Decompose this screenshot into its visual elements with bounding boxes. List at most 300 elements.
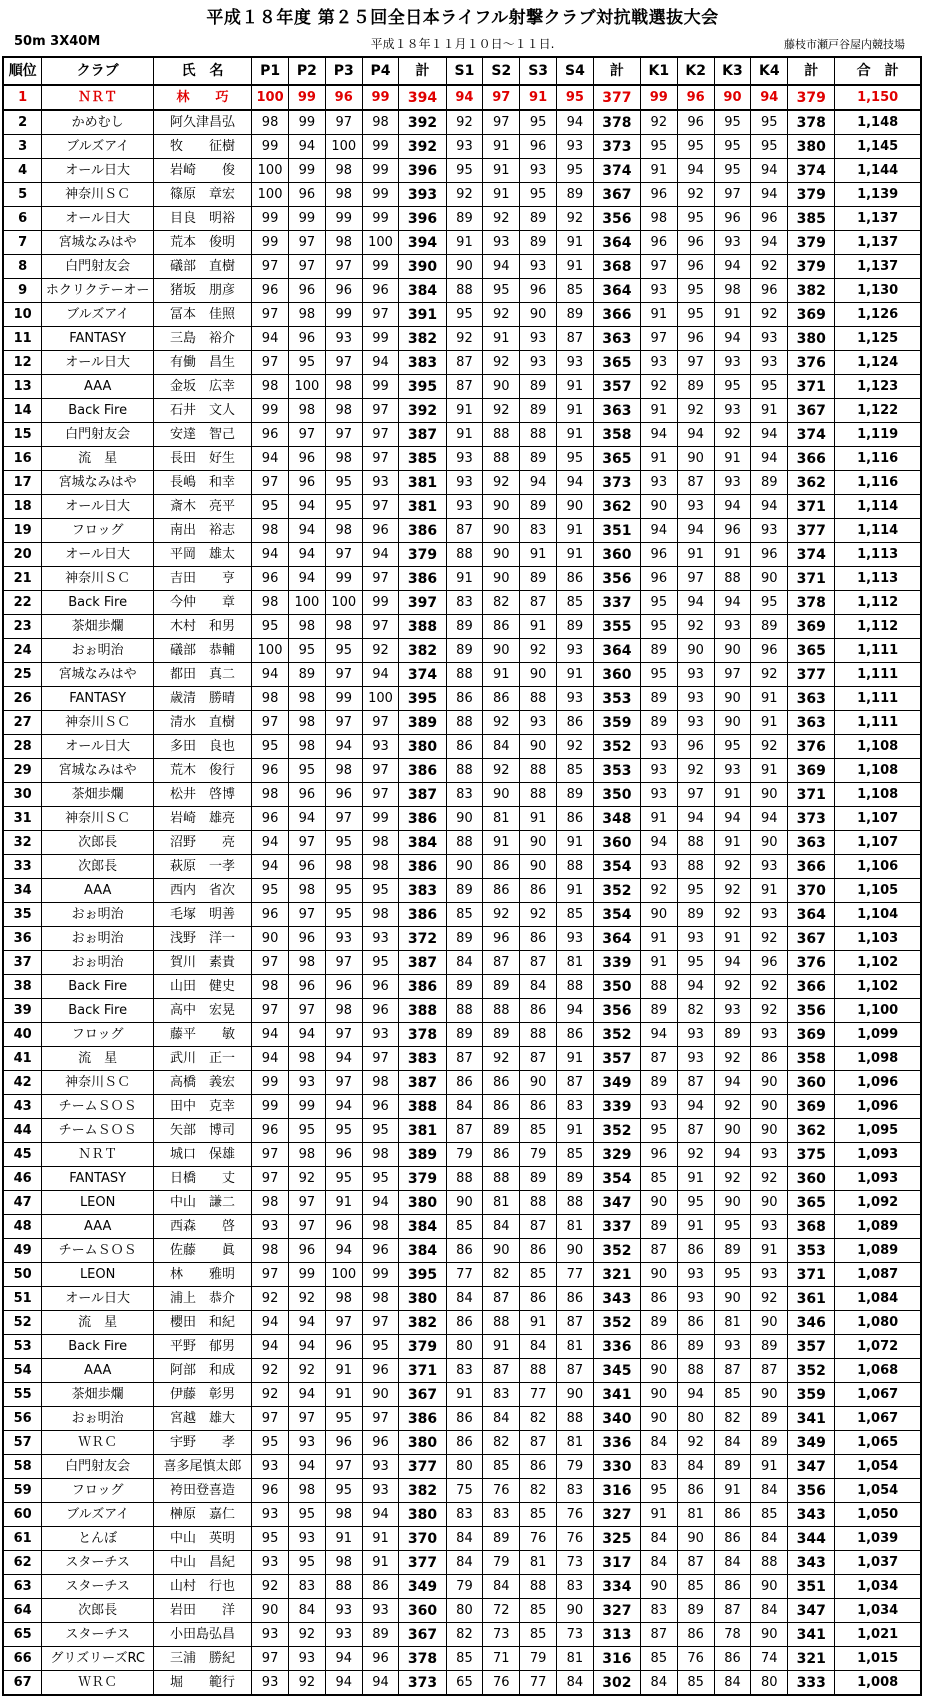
results-table (2, 56, 922, 1696)
cell-grand-total: 1,137 (835, 231, 921, 255)
cell-kneeling-total: 365 (788, 639, 835, 663)
cell-p3: 94 (325, 1239, 362, 1263)
cell-s2: 93 (483, 231, 520, 255)
cell-p4: 98 (362, 1143, 399, 1167)
cell-grand-total: 1,089 (835, 1215, 921, 1239)
cell-name: 田中 克幸 (153, 1095, 251, 1119)
cell-k4: 90 (751, 1311, 788, 1335)
cell-p4: 93 (362, 1479, 399, 1503)
cell-kneeling-total: 362 (788, 471, 835, 495)
cell-s3: 86 (520, 1287, 557, 1311)
cell-k4: 95 (751, 591, 788, 615)
cell-k4: 93 (751, 1143, 788, 1167)
cell-p1: 100 (252, 159, 289, 183)
cell-name: 猪坂 朋彦 (153, 279, 251, 303)
cell-s3: 93 (520, 711, 557, 735)
cell-s2: 92 (483, 351, 520, 375)
cell-p4: 95 (362, 1335, 399, 1359)
cell-club: オール日大 (42, 159, 154, 183)
cell-p4: 93 (362, 1599, 399, 1623)
cell-s3: 86 (520, 879, 557, 903)
cell-p4: 97 (362, 1407, 399, 1431)
cell-k3: 95 (714, 159, 751, 183)
cell-grand-total: 1,106 (835, 855, 921, 879)
cell-k3: 90 (714, 687, 751, 711)
cell-s4: 86 (557, 567, 594, 591)
cell-p1: 99 (252, 135, 289, 159)
cell-s2: 82 (483, 591, 520, 615)
cell-p2: 98 (288, 735, 325, 759)
cell-kneeling-total: 371 (788, 783, 835, 807)
cell-k4: 96 (751, 207, 788, 231)
cell-grand-total: 1,102 (835, 951, 921, 975)
cell-standing-total: 316 (593, 1647, 640, 1671)
cell-s2: 92 (483, 399, 520, 423)
cell-grand-total: 1,072 (835, 1335, 921, 1359)
cell-k2: 94 (677, 519, 714, 543)
cell-k4: 89 (751, 1335, 788, 1359)
cell-k4: 86 (751, 1047, 788, 1071)
cell-k3: 78 (714, 1623, 751, 1647)
cell-s4: 89 (557, 1167, 594, 1191)
cell-name: 歳清 勝晴 (153, 687, 251, 711)
cell-club: おぉ明治 (42, 903, 154, 927)
cell-s1: 79 (446, 1575, 483, 1599)
table-row (3, 1143, 921, 1167)
cell-k3: 92 (714, 855, 751, 879)
cell-p3: 99 (325, 687, 362, 711)
cell-club: 流 星 (42, 1047, 154, 1071)
cell-grand-total: 1,130 (835, 279, 921, 303)
cell-s1: 77 (446, 1263, 483, 1287)
cell-kneeling-total: 362 (788, 1119, 835, 1143)
cell-kneeling-total: 365 (788, 1191, 835, 1215)
cell-rank: 38 (3, 975, 42, 999)
cell-club: スターチス (42, 1623, 154, 1647)
cell-k3: 93 (714, 399, 751, 423)
cell-club: フロッグ (42, 519, 154, 543)
cell-p4: 99 (362, 255, 399, 279)
cell-grand-total: 1,122 (835, 399, 921, 423)
cell-prone-total: 380 (399, 1431, 446, 1455)
cell-s2: 92 (483, 207, 520, 231)
cell-name: 松井 啓博 (153, 783, 251, 807)
cell-s3: 88 (520, 687, 557, 711)
cell-p4: 94 (362, 543, 399, 567)
cell-prone-total: 392 (399, 135, 446, 159)
cell-k1: 86 (640, 1287, 677, 1311)
cell-k1: 96 (640, 567, 677, 591)
cell-k2: 76 (677, 1647, 714, 1671)
cell-rank: 24 (3, 639, 42, 663)
cell-kneeling-total: 363 (788, 831, 835, 855)
cell-s3: 87 (520, 951, 557, 975)
cell-grand-total: 1,067 (835, 1383, 921, 1407)
cell-s3: 88 (520, 759, 557, 783)
cell-s1: 94 (446, 85, 483, 110)
cell-k2: 96 (677, 327, 714, 351)
cell-k4: 92 (751, 975, 788, 999)
cell-standing-total: 356 (593, 567, 640, 591)
cell-grand-total: 1,098 (835, 1047, 921, 1071)
cell-name: 篠原 章宏 (153, 183, 251, 207)
cell-p3: 96 (325, 85, 362, 110)
cell-kneeling-total: 344 (788, 1527, 835, 1551)
cell-p2: 98 (288, 399, 325, 423)
cell-p2: 94 (288, 135, 325, 159)
cell-standing-total: 356 (593, 207, 640, 231)
cell-s1: 89 (446, 207, 483, 231)
table-row (3, 1671, 921, 1696)
cell-k2: 81 (677, 1503, 714, 1527)
header-standing-total: 計 (593, 57, 640, 85)
cell-standing-total: 357 (593, 375, 640, 399)
cell-rank: 5 (3, 183, 42, 207)
cell-s4: 91 (557, 399, 594, 423)
cell-s2: 83 (483, 1503, 520, 1527)
cell-k2: 94 (677, 807, 714, 831)
cell-k2: 97 (677, 567, 714, 591)
cell-p4: 97 (362, 711, 399, 735)
cell-prone-total: 386 (399, 567, 446, 591)
cell-p4: 97 (362, 567, 399, 591)
table-row (3, 1503, 921, 1527)
cell-p3: 95 (325, 495, 362, 519)
cell-p3: 97 (325, 423, 362, 447)
cell-grand-total: 1,111 (835, 639, 921, 663)
cell-k2: 88 (677, 855, 714, 879)
cell-k3: 87 (714, 1599, 751, 1623)
cell-club: 神奈川ＳＣ (42, 183, 154, 207)
cell-s4: 73 (557, 1623, 594, 1647)
cell-s2: 79 (483, 1551, 520, 1575)
cell-standing-total: 334 (593, 1575, 640, 1599)
cell-rank: 4 (3, 159, 42, 183)
cell-k1: 97 (640, 327, 677, 351)
cell-club: オール日大 (42, 735, 154, 759)
cell-s4: 90 (557, 1239, 594, 1263)
cell-s1: 87 (446, 519, 483, 543)
cell-kneeling-total: 369 (788, 615, 835, 639)
cell-kneeling-total: 371 (788, 375, 835, 399)
cell-s1: 88 (446, 1167, 483, 1191)
cell-k4: 95 (751, 110, 788, 135)
cell-k2: 88 (677, 831, 714, 855)
cell-grand-total: 1,137 (835, 207, 921, 231)
cell-s1: 86 (446, 687, 483, 711)
cell-k2: 87 (677, 471, 714, 495)
cell-s4: 91 (557, 375, 594, 399)
cell-s1: 91 (446, 399, 483, 423)
cell-prone-total: 367 (399, 1383, 446, 1407)
cell-rank: 18 (3, 495, 42, 519)
cell-standing-total: 329 (593, 1143, 640, 1167)
cell-k1: 90 (640, 1263, 677, 1287)
cell-k2: 96 (677, 231, 714, 255)
cell-standing-total: 302 (593, 1671, 640, 1696)
cell-s4: 76 (557, 1503, 594, 1527)
cell-s2: 81 (483, 1191, 520, 1215)
cell-club: 白門射友会 (42, 1455, 154, 1479)
cell-k1: 91 (640, 951, 677, 975)
cell-club: チームＳＯＳ (42, 1239, 154, 1263)
cell-prone-total: 386 (399, 1407, 446, 1431)
cell-s4: 87 (557, 1071, 594, 1095)
cell-p3: 98 (325, 447, 362, 471)
cell-p4: 96 (362, 279, 399, 303)
cell-grand-total: 1,089 (835, 1239, 921, 1263)
cell-name: 日橋 丈 (153, 1167, 251, 1191)
cell-p2: 93 (288, 1071, 325, 1095)
cell-p1: 99 (252, 231, 289, 255)
cell-club: おぉ明治 (42, 951, 154, 975)
cell-k3: 95 (714, 135, 751, 159)
cell-p2: 98 (288, 711, 325, 735)
cell-s1: 89 (446, 639, 483, 663)
table-row (3, 567, 921, 591)
cell-s2: 95 (483, 279, 520, 303)
cell-grand-total: 1,114 (835, 495, 921, 519)
cell-prone-total: 377 (399, 1455, 446, 1479)
cell-grand-total: 1,067 (835, 1407, 921, 1431)
cell-p2: 96 (288, 279, 325, 303)
table-row (3, 1263, 921, 1287)
cell-k3: 95 (714, 110, 751, 135)
cell-p3: 93 (325, 927, 362, 951)
cell-kneeling-total: 366 (788, 855, 835, 879)
cell-p3: 88 (325, 1575, 362, 1599)
cell-k2: 95 (677, 879, 714, 903)
cell-k3: 93 (714, 231, 751, 255)
cell-k2: 93 (677, 687, 714, 711)
cell-p4: 99 (362, 135, 399, 159)
cell-k1: 83 (640, 1455, 677, 1479)
cell-s3: 89 (520, 375, 557, 399)
cell-k2: 92 (677, 183, 714, 207)
cell-p4: 97 (362, 615, 399, 639)
cell-rank: 52 (3, 1311, 42, 1335)
cell-p1: 99 (252, 207, 289, 231)
cell-prone-total: 381 (399, 495, 446, 519)
cell-name: 賀川 素貴 (153, 951, 251, 975)
header-club: クラブ (42, 57, 154, 85)
cell-k1: 84 (640, 1551, 677, 1575)
cell-standing-total: 353 (593, 687, 640, 711)
cell-s2: 89 (483, 1023, 520, 1047)
cell-club: ＮＲＴ (42, 85, 154, 110)
cell-s4: 91 (557, 255, 594, 279)
cell-grand-total: 1,103 (835, 927, 921, 951)
cell-s3: 88 (520, 1359, 557, 1383)
cell-s4: 91 (557, 231, 594, 255)
cell-prone-total: 396 (399, 159, 446, 183)
cell-k1: 85 (640, 1647, 677, 1671)
cell-p4: 97 (362, 495, 399, 519)
cell-s1: 83 (446, 1503, 483, 1527)
table-row (3, 1623, 921, 1647)
cell-k3: 93 (714, 1335, 751, 1359)
cell-name: 長嶋 和幸 (153, 471, 251, 495)
table-row (3, 495, 921, 519)
cell-p2: 95 (288, 1119, 325, 1143)
cell-s1: 84 (446, 951, 483, 975)
cell-prone-total: 391 (399, 303, 446, 327)
cell-name: 櫻田 和紀 (153, 1311, 251, 1335)
header-grand-total: 合 計 (835, 57, 921, 85)
table-row (3, 687, 921, 711)
cell-p3: 95 (325, 639, 362, 663)
cell-s2: 92 (483, 903, 520, 927)
cell-kneeling-total: 367 (788, 399, 835, 423)
cell-s4: 83 (557, 1095, 594, 1119)
cell-s4: 88 (557, 975, 594, 999)
cell-p2: 99 (288, 159, 325, 183)
cell-kneeling-total: 353 (788, 1239, 835, 1263)
cell-s1: 89 (446, 879, 483, 903)
cell-standing-total: 364 (593, 927, 640, 951)
cell-p2: 96 (288, 927, 325, 951)
cell-p1: 99 (252, 1071, 289, 1095)
cell-s1: 84 (446, 1095, 483, 1119)
cell-p4: 94 (362, 1671, 399, 1696)
cell-rank: 53 (3, 1335, 42, 1359)
cell-k4: 80 (751, 1671, 788, 1696)
cell-p1: 92 (252, 1287, 289, 1311)
cell-p2: 94 (288, 1335, 325, 1359)
cell-s2: 84 (483, 735, 520, 759)
cell-club: ＷＲＣ (42, 1671, 154, 1696)
cell-k2: 86 (677, 1479, 714, 1503)
cell-p2: 93 (288, 1647, 325, 1671)
cell-name: 石井 文人 (153, 399, 251, 423)
cell-name: 礒部 恭輔 (153, 639, 251, 663)
cell-rank: 44 (3, 1119, 42, 1143)
cell-p2: 95 (288, 351, 325, 375)
cell-prone-total: 372 (399, 927, 446, 951)
cell-k3: 81 (714, 1311, 751, 1335)
cell-name: 榊原 嘉仁 (153, 1503, 251, 1527)
cell-prone-total: 392 (399, 110, 446, 135)
table-row (3, 1359, 921, 1383)
header-p2: P2 (288, 57, 325, 85)
cell-s3: 92 (520, 903, 557, 927)
cell-k1: 94 (640, 423, 677, 447)
cell-club: オール日大 (42, 1287, 154, 1311)
cell-k1: 91 (640, 807, 677, 831)
cell-p3: 97 (325, 1311, 362, 1335)
cell-grand-total: 1,107 (835, 807, 921, 831)
cell-p3: 99 (325, 207, 362, 231)
cell-rank: 19 (3, 519, 42, 543)
cell-p2: 97 (288, 999, 325, 1023)
cell-name: 清水 直樹 (153, 711, 251, 735)
cell-s4: 84 (557, 1671, 594, 1696)
cell-p4: 94 (362, 351, 399, 375)
cell-k1: 90 (640, 495, 677, 519)
cell-p1: 95 (252, 615, 289, 639)
cell-k4: 93 (751, 855, 788, 879)
cell-s3: 88 (520, 783, 557, 807)
cell-standing-total: 354 (593, 903, 640, 927)
cell-k2: 94 (677, 423, 714, 447)
cell-k1: 97 (640, 255, 677, 279)
table-row (3, 1599, 921, 1623)
cell-standing-total: 327 (593, 1503, 640, 1527)
cell-p4: 97 (362, 783, 399, 807)
cell-k4: 91 (751, 399, 788, 423)
cell-s1: 85 (446, 903, 483, 927)
cell-p3: 97 (325, 110, 362, 135)
cell-k2: 89 (677, 1335, 714, 1359)
cell-rank: 15 (3, 423, 42, 447)
cell-s2: 92 (483, 471, 520, 495)
cell-standing-total: 347 (593, 1191, 640, 1215)
cell-s1: 87 (446, 1119, 483, 1143)
cell-k4: 91 (751, 687, 788, 711)
cell-k4: 90 (751, 1623, 788, 1647)
cell-kneeling-total: 343 (788, 1503, 835, 1527)
cell-k2: 88 (677, 1359, 714, 1383)
cell-prone-total: 384 (399, 1215, 446, 1239)
cell-k1: 93 (640, 759, 677, 783)
cell-p2: 94 (288, 543, 325, 567)
cell-rank: 57 (3, 1431, 42, 1455)
cell-s2: 90 (483, 567, 520, 591)
cell-name: 佐藤 眞 (153, 1239, 251, 1263)
cell-p3: 95 (325, 1119, 362, 1143)
cell-kneeling-total: 385 (788, 207, 835, 231)
cell-p4: 98 (362, 1287, 399, 1311)
cell-k4: 92 (751, 735, 788, 759)
cell-name: 高中 宏晃 (153, 999, 251, 1023)
cell-s3: 83 (520, 519, 557, 543)
cell-p2: 94 (288, 519, 325, 543)
cell-name: 山村 行也 (153, 1575, 251, 1599)
cell-s2: 85 (483, 1455, 520, 1479)
cell-rank: 56 (3, 1407, 42, 1431)
cell-s3: 87 (520, 1215, 557, 1239)
cell-name: 伊藤 彰男 (153, 1383, 251, 1407)
cell-p1: 94 (252, 663, 289, 687)
cell-p4: 93 (362, 735, 399, 759)
cell-k1: 93 (640, 351, 677, 375)
cell-k2: 95 (677, 207, 714, 231)
cell-grand-total: 1,065 (835, 1431, 921, 1455)
cell-k1: 93 (640, 735, 677, 759)
cell-s4: 85 (557, 1143, 594, 1167)
cell-s2: 89 (483, 1119, 520, 1143)
cell-k3: 84 (714, 1671, 751, 1696)
cell-name: 林 巧 (153, 85, 251, 110)
cell-s2: 88 (483, 999, 520, 1023)
cell-name: 木村 和男 (153, 615, 251, 639)
cell-grand-total: 1,039 (835, 1527, 921, 1551)
cell-grand-total: 1,150 (835, 85, 921, 110)
cell-club: チームＳＯＳ (42, 1119, 154, 1143)
cell-s1: 86 (446, 735, 483, 759)
table-row (3, 1647, 921, 1671)
table-row (3, 1455, 921, 1479)
cell-s4: 89 (557, 615, 594, 639)
cell-s1: 89 (446, 1023, 483, 1047)
header-prone-total: 計 (399, 57, 446, 85)
cell-s2: 90 (483, 519, 520, 543)
cell-s1: 86 (446, 1407, 483, 1431)
cell-k1: 87 (640, 1047, 677, 1071)
cell-grand-total: 1,100 (835, 999, 921, 1023)
cell-prone-total: 379 (399, 1167, 446, 1191)
page-title: 平成１８年度 第２５回全日本ライフル射撃クラブ対抗戦選抜大会 (206, 8, 719, 28)
